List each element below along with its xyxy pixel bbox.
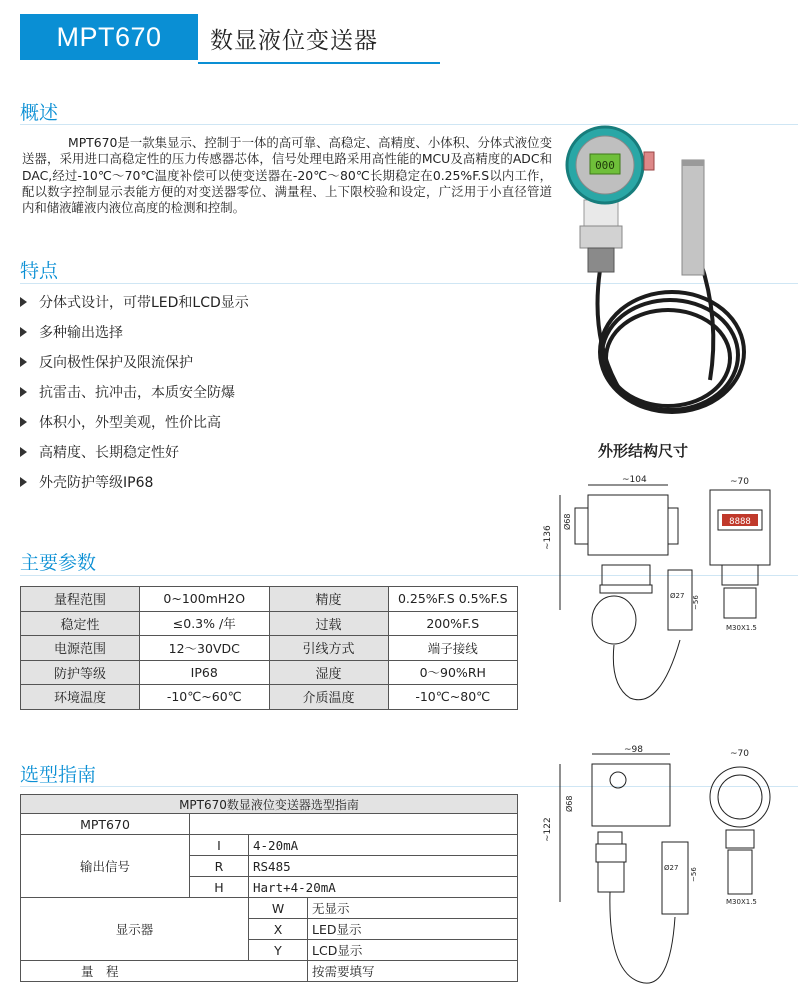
page-title: 数显液位变送器: [210, 28, 378, 54]
overview-paragraph: MPT670是一款集显示、控制于一体的高可靠、高稳定、高精度、小体积、分体式液位变送器，采用进口高稳定性的压力传感器芯体，信号处理电路采用高性能的MCU及高精度的ADC和DAC,经过-10℃～70℃温度补偿可以使变送器在-20℃～80℃长期稳定在0.25%F.S以内工作，配以数字控制显示表能方便的对变送器零位、满量程、上下限校验和设定，广泛用于小直径管道内和储液罐液内液位高度的检测和控制。: [22, 135, 552, 216]
triangle-bullet-icon: [20, 447, 27, 457]
features-heading: 特点: [20, 260, 59, 282]
output-label: 输出信号: [21, 835, 190, 898]
dimension-drawing-led: [540, 470, 790, 720]
model-cell: MPT670: [21, 814, 190, 835]
display-code: X: [249, 919, 308, 940]
triangle-bullet-icon: [20, 327, 27, 337]
param-value: ≤0.3% /年: [139, 611, 269, 636]
table-row: [21, 685, 518, 710]
dim-probe: Ø27: [670, 592, 685, 600]
product-photo: [560, 120, 780, 430]
lcd-reading: 000: [595, 159, 615, 172]
param-value: 0～90%RH: [388, 660, 518, 685]
title-underline: [198, 62, 440, 64]
display-desc: 无显示: [308, 898, 518, 919]
feature-item: 分体式设计，可带LED和LCD显示: [20, 292, 249, 312]
param-value: 端子接线: [388, 636, 518, 661]
table-row: [21, 898, 518, 919]
output-desc: Hart+4-20mA: [249, 877, 518, 898]
table-row: [21, 814, 518, 835]
param-label: 防护等级: [21, 660, 140, 685]
triangle-bullet-icon: [20, 417, 27, 427]
param-label: 环境温度: [21, 685, 140, 710]
table-row: [21, 961, 518, 982]
display-code: W: [249, 898, 308, 919]
param-value: IP68: [139, 660, 269, 685]
dimensions-heading: 外形结构尺寸: [598, 442, 689, 460]
dim-thread: M30X1.5: [726, 624, 757, 632]
range-desc: 按需要填写: [308, 961, 518, 982]
selection-heading: 选型指南: [20, 764, 97, 786]
display-desc: LCD显示: [308, 940, 518, 961]
feature-item: 体积小，外型美观，性价比高: [20, 412, 221, 432]
param-label: 稳定性: [21, 611, 140, 636]
feature-item: 外壳防护等级IP68: [20, 472, 153, 492]
selection-table-title: MPT670数显液位变送器选型指南: [21, 795, 518, 814]
param-label: 量程范围: [21, 587, 140, 612]
display-code: Y: [249, 940, 308, 961]
dim-side: ~70: [730, 477, 749, 487]
triangle-bullet-icon: [20, 297, 27, 307]
table-row: [21, 636, 518, 661]
dim-probe-length: ~56: [690, 867, 698, 882]
overview-heading: 概述: [20, 102, 59, 124]
param-label: 电源范围: [21, 636, 140, 661]
param-value: 200%F.S: [388, 611, 518, 636]
params-heading: 主要参数: [20, 552, 97, 574]
display-desc: LED显示: [308, 919, 518, 940]
feature-item: 多种输出选择: [20, 322, 123, 342]
dim-side: ~70: [730, 749, 749, 759]
feature-item: 反向极性保护及限流保护: [20, 352, 193, 372]
table-row: [21, 587, 518, 612]
dim-height: ~136: [543, 525, 553, 550]
param-label: 引线方式: [269, 636, 388, 661]
output-code: H: [190, 877, 249, 898]
param-value: 0.25%F.S 0.5%F.S: [388, 587, 518, 612]
param-label: 精度: [269, 587, 388, 612]
range-label: 量 程: [21, 961, 308, 982]
dim-probe: Ø27: [664, 864, 679, 872]
output-code: I: [190, 835, 249, 856]
table-row: [21, 660, 518, 685]
dimension-drawing-standard: [540, 742, 790, 1004]
table-row: [21, 795, 518, 814]
dim-width: ~104: [622, 475, 647, 485]
dim-probe-length: ~56: [692, 595, 700, 610]
table-row: [21, 611, 518, 636]
params-table: [20, 586, 518, 710]
dim-thread: M30X1.5: [726, 898, 757, 906]
output-desc: 4-20mA: [249, 835, 518, 856]
param-label: 介质温度: [269, 685, 388, 710]
triangle-bullet-icon: [20, 387, 27, 397]
triangle-bullet-icon: [20, 477, 27, 487]
model-badge: MPT670: [20, 14, 198, 60]
feature-item: 抗雷击、抗冲击，本质安全防爆: [20, 382, 235, 402]
display-label: 显示器: [21, 898, 249, 961]
dim-diameter: Ø68: [565, 795, 574, 812]
param-value: 12～30VDC: [139, 636, 269, 661]
param-value: -10℃~60℃: [139, 685, 269, 710]
output-desc: RS485: [249, 856, 518, 877]
output-code: R: [190, 856, 249, 877]
dim-width: ~98: [624, 745, 643, 755]
feature-item: 高精度、长期稳定性好: [20, 442, 179, 462]
dim-diameter: Ø68: [563, 513, 572, 530]
dim-height: ~122: [543, 817, 553, 842]
led-digits: 8888: [729, 517, 751, 527]
param-value: 0~100mH2O: [139, 587, 269, 612]
triangle-bullet-icon: [20, 357, 27, 367]
param-label: 过载: [269, 611, 388, 636]
param-value: -10℃~80℃: [388, 685, 518, 710]
selection-table: [20, 794, 518, 982]
param-label: 湿度: [269, 660, 388, 685]
table-row: [21, 835, 518, 856]
